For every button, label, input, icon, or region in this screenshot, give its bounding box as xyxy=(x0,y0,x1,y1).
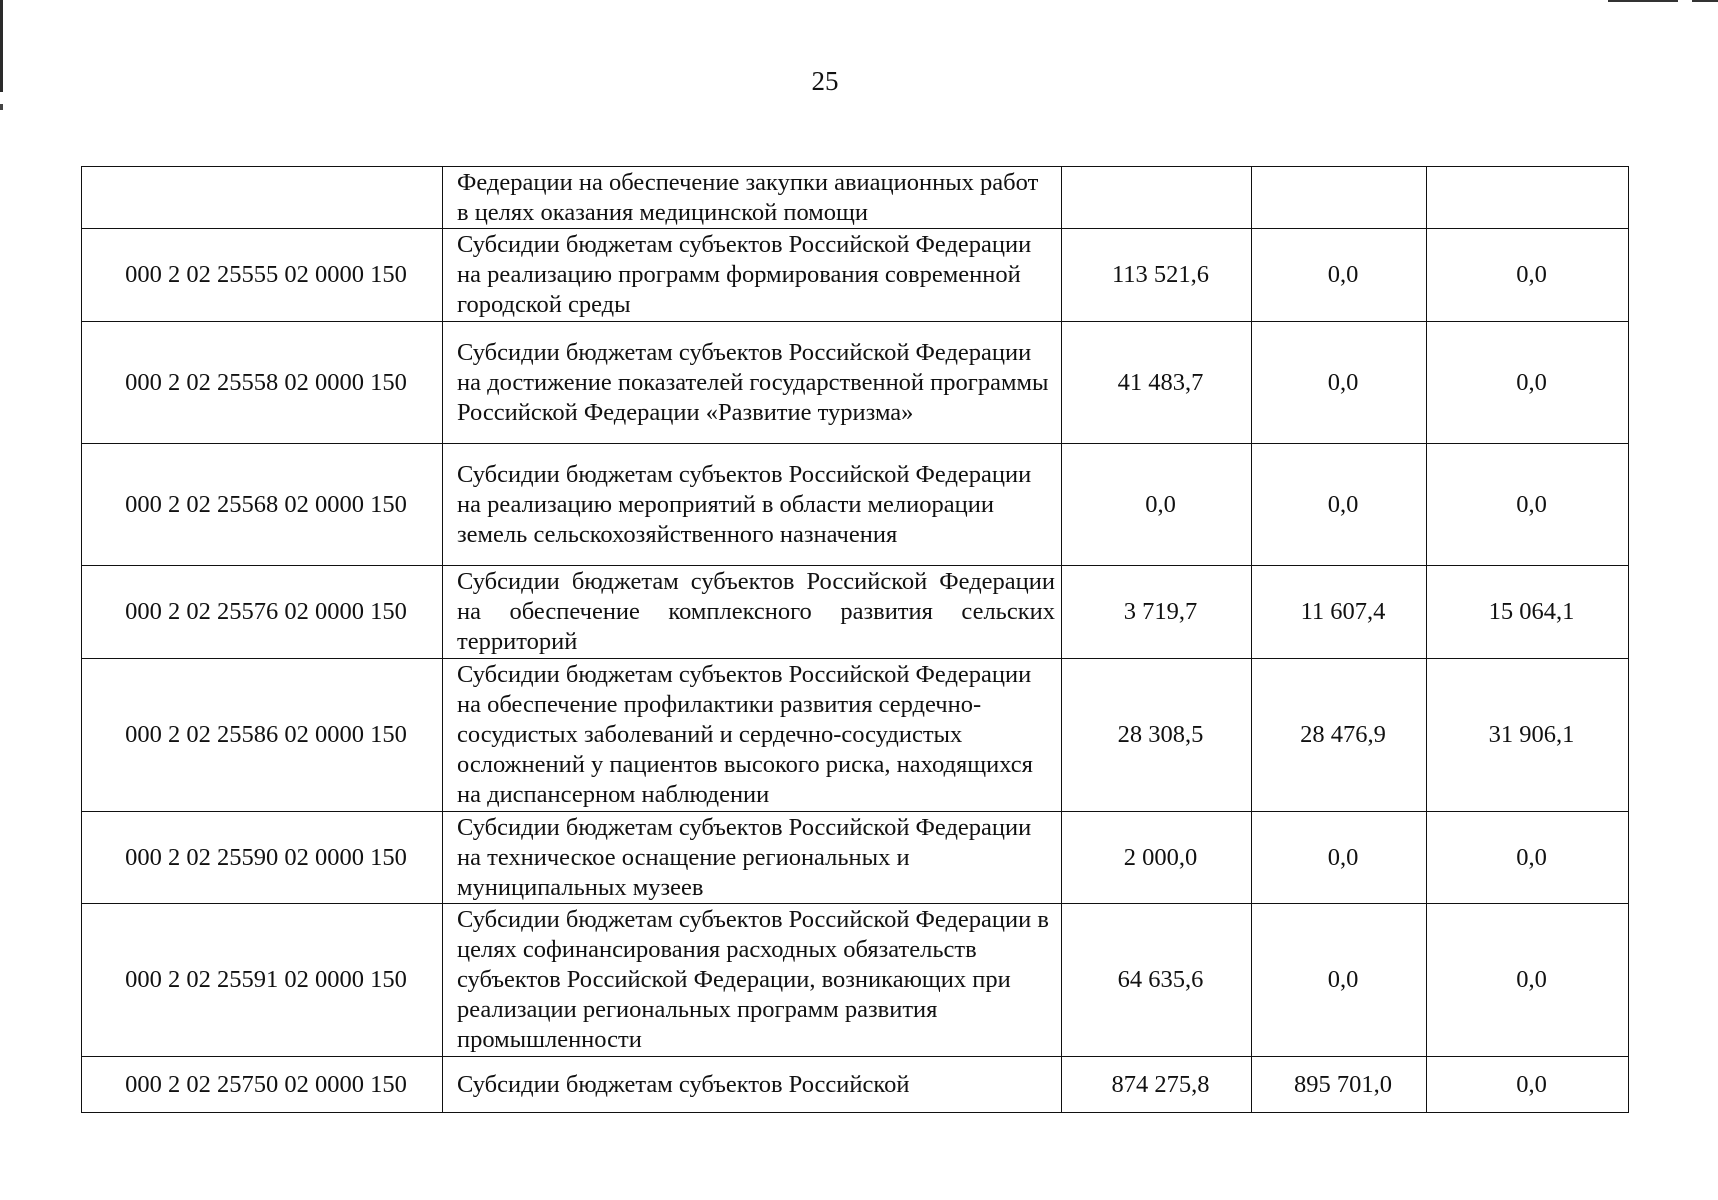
table-row xyxy=(82,444,1629,566)
amount-cell-2: 11 607,4 xyxy=(1252,566,1427,659)
amount-cell-1: 0,0 xyxy=(1062,444,1252,566)
amount-cell-2: 0,0 xyxy=(1252,904,1427,1057)
income-name-cell: Субсидии бюджетам субъектов Российской Федерации на реализацию программ формирования современной городской среды xyxy=(443,229,1062,322)
income-name-cell: Субсидии бюджетам субъектов Российской Федерации в целях софинансирования расходных обязательств субъектов Российской Федерации, возникающих при реализации региональных программ развития промышленности xyxy=(443,904,1062,1057)
table-row xyxy=(82,659,1629,812)
amount-cell-1 xyxy=(1062,167,1252,229)
amount-cell-1: 2 000,0 xyxy=(1062,812,1252,904)
budget-code-cell: 000 2 02 25591 02 0000 150 xyxy=(82,904,443,1057)
table-row xyxy=(82,566,1629,659)
amount-cell-1: 874 275,8 xyxy=(1062,1057,1252,1113)
budget-code-cell: 000 2 02 25576 02 0000 150 xyxy=(82,566,443,659)
amount-cell-3: 0,0 xyxy=(1427,322,1629,444)
amount-cell-3 xyxy=(1427,167,1629,229)
scan-edge-dot xyxy=(0,104,3,110)
amount-cell-1: 41 483,7 xyxy=(1062,322,1252,444)
amount-cell-2: 895 701,0 xyxy=(1252,1057,1427,1113)
table-row xyxy=(82,229,1629,322)
budget-table xyxy=(81,166,1629,1113)
scan-edge-mark-top xyxy=(1608,0,1678,2)
amount-cell-2: 0,0 xyxy=(1252,322,1427,444)
table-row xyxy=(82,1057,1629,1113)
amount-cell-3: 31 906,1 xyxy=(1427,659,1629,812)
income-name-cell: Субсидии бюджетам субъектов Российской Федерации на реализацию мероприятий в области мелиорации земель сельскохозяйственного назначения xyxy=(443,444,1062,566)
budget-code-cell: 000 2 02 25558 02 0000 150 xyxy=(82,322,443,444)
amount-cell-1: 64 635,6 xyxy=(1062,904,1252,1057)
income-name-cell: Субсидии бюджетам субъектов Российской Федерации на обеспечение профилактики развития сердечно-сосудистых заболеваний и сердечно-сосудистых осложнений у пациентов высокого риска, находящихся на диспансерном наблюдении xyxy=(443,659,1062,812)
budget-code-cell: 000 2 02 25568 02 0000 150 xyxy=(82,444,443,566)
income-name-cell: Субсидии бюджетам субъектов Российской Федерации на обеспечение комплексного развития сельских территорий xyxy=(443,566,1062,659)
budget-code-cell xyxy=(82,167,443,229)
table-row xyxy=(82,167,1629,229)
amount-cell-1: 3 719,7 xyxy=(1062,566,1252,659)
amount-cell-2 xyxy=(1252,167,1427,229)
amount-cell-3: 0,0 xyxy=(1427,444,1629,566)
table-row xyxy=(82,322,1629,444)
income-name-cell: Субсидии бюджетам субъектов Российской Федерации на техническое оснащение региональных и муниципальных музеев xyxy=(443,812,1062,904)
scan-edge-mark-corner xyxy=(1692,0,1718,2)
amount-cell-3: 0,0 xyxy=(1427,1057,1629,1113)
amount-cell-2: 0,0 xyxy=(1252,444,1427,566)
amount-cell-2: 0,0 xyxy=(1252,229,1427,322)
table-row xyxy=(82,904,1629,1057)
income-name-cell: Федерации на обеспечение закупки авиационных работ в целях оказания медицинской помощи xyxy=(443,167,1062,229)
income-name-cell: Субсидии бюджетам субъектов Российской xyxy=(443,1057,1062,1113)
amount-cell-1: 113 521,6 xyxy=(1062,229,1252,322)
budget-code-cell: 000 2 02 25590 02 0000 150 xyxy=(82,812,443,904)
income-name-cell: Субсидии бюджетам субъектов Российской Федерации на достижение показателей государственной программы Российской Федерации «Развитие туризма» xyxy=(443,322,1062,444)
amount-cell-3: 0,0 xyxy=(1427,904,1629,1057)
amount-cell-2: 28 476,9 xyxy=(1252,659,1427,812)
amount-cell-1: 28 308,5 xyxy=(1062,659,1252,812)
table-row xyxy=(82,812,1629,904)
amount-cell-3: 0,0 xyxy=(1427,812,1629,904)
amount-cell-3: 0,0 xyxy=(1427,229,1629,322)
budget-code-cell: 000 2 02 25586 02 0000 150 xyxy=(82,659,443,812)
budget-code-cell: 000 2 02 25555 02 0000 150 xyxy=(82,229,443,322)
page-number: 25 xyxy=(811,66,839,96)
amount-cell-2: 0,0 xyxy=(1252,812,1427,904)
budget-code-cell: 000 2 02 25750 02 0000 150 xyxy=(82,1057,443,1113)
amount-cell-3: 15 064,1 xyxy=(1427,566,1629,659)
